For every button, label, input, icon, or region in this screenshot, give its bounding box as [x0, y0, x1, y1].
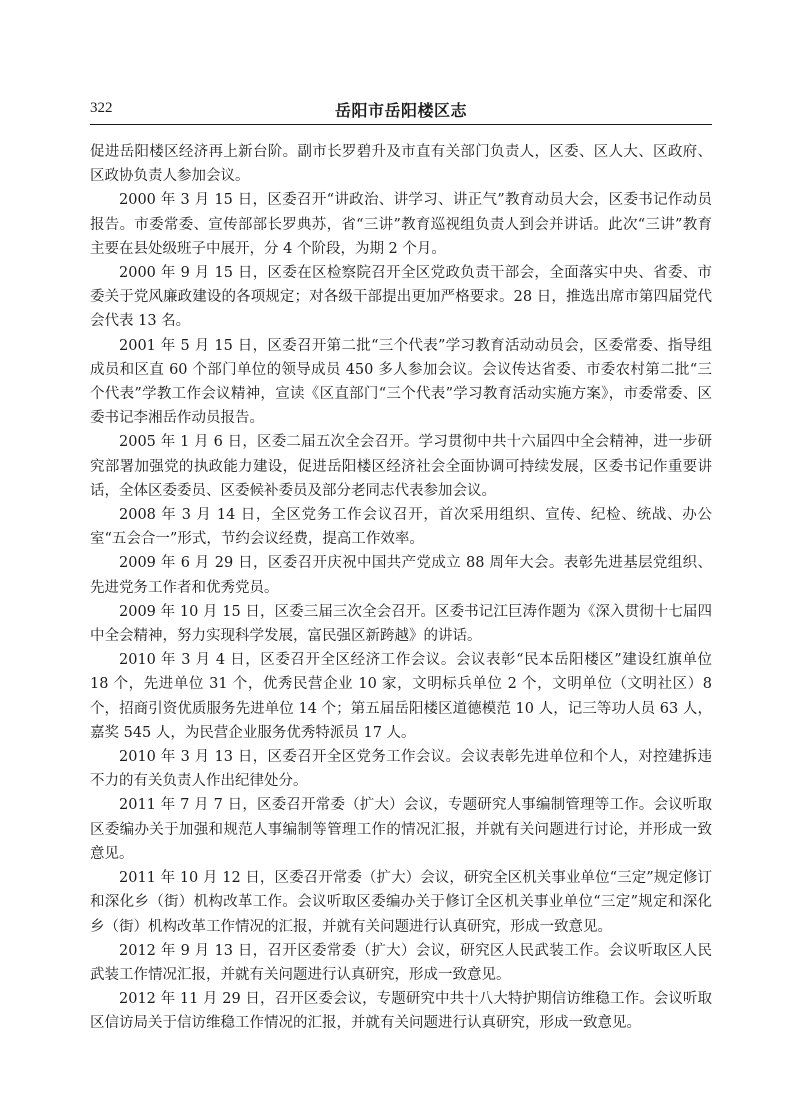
- paragraph: 2009 年 6 月 29 日，区委召开庆祝中国共产党成立 88 周年大会。表彰先进基层党组织、先进党务工作者和优秀党员。: [90, 555, 712, 596]
- paragraph: 2012 年 11 月 29 日，召开区委会议，专题研究中共十八大特护期信访维稳工作。会议听取区信访局关于信访维稳工作情况的汇报，并就有关问题进行认真研究，形成一致意见。: [90, 991, 712, 1032]
- header-rule: [90, 124, 712, 125]
- paragraph: 2000 年 9 月 15 日，区委在区检察院召开全区党政负责干部会，全面落实中央、省委、市委关于党风廉政建设的各项规定；对各级干部提出更加严格要求。28 日，推选出席市第四届党代会代表 13 名。: [90, 265, 712, 330]
- paragraph: 2000 年 3 月 15 日，区委召开“讲政治、讲学习、讲正气”教育动员大会，区委书记作动员报告。市委常委、宣传部部长罗典苏，省“三讲”教育巡视组负责人到会并讲话。此次“三讲”教育主要在县处级班子中展开，分 4 个阶段，为期 2 个月。: [90, 192, 712, 257]
- paragraph-continuation: 促进岳阳楼区经济再上新台阶。副市长罗碧升及市直有关部门负责人，区委、区人大、区政府、区政协负责人参加会议。: [90, 144, 712, 185]
- paragraph: 2001 年 5 月 15 日，区委召开第二批“三个代表”学习教育活动动员会，区委常委、指导组成员和区直 60 个部门单位的领导成员 450 多人参加会议。会议传达省委、市委农村第二批“三个代表”学教工作会议精神，宣读《区直部门“三个代表”学习教育活动实施方案》，市委常委、区委书记李湘岳作动员报告。: [90, 337, 712, 427]
- paragraph: 2010 年 3 月 13 日，区委召开全区党务工作会议。会议表彰先进单位和个人，对控建拆违不力的有关负责人作出纪律处分。: [90, 749, 712, 790]
- running-title: 岳阳市岳阳楼区志: [334, 101, 467, 120]
- paragraph: 2012 年 9 月 13 日，召开区委常委（扩大）会议，研究区人民武装工作。会议听取区人民武装工作情况汇报，并就有关问题进行认真研究，形成一致意见。: [90, 942, 712, 983]
- paragraph: 2010 年 3 月 4 日，区委召开全区经济工作会议。会议表彰“民本岳阳楼区”建设红旗单位 18 个，先进单位 31 个，优秀民营企业 10 家，文明标兵单位 2 个，文明单位（文明社区）8 个，招商引资优质服务先进单位 14 个；第五届岳阳楼区道德模范 10 人，记三等功人员 63 人，嘉奖 545 人，为民营企业服务优秀特派员 17 人。: [90, 652, 712, 741]
- paragraph: 2008 年 3 月 14 日，全区党务工作会议召开，首次采用组织、宣传、纪检、统战、办公室“五会合一”形式，节约会议经费，提高工作效率。: [90, 507, 712, 548]
- paragraph: 2011 年 10 月 12 日，区委召开常委（扩大）会议，研究全区机关事业单位“三定”规定修订和深化乡（街）机构改革工作。会议听取区委编办关于修订全区机关事业单位“三定”规定和深化乡（街）机构改革工作情况的汇报，并就有关问题进行认真研究，形成一致意见。: [90, 870, 712, 935]
- paragraph: 2011 年 7 月 7 日，区委召开常委（扩大）会议，专题研究人事编制管理等工作。会议听取区委编办关于加强和规范人事编制等管理工作的情况汇报，并就有关问题进行讨论，并形成一致意见。: [90, 797, 712, 862]
- page-number: 322: [90, 100, 113, 116]
- page-header: [90, 98, 712, 124]
- paragraph: 2005 年 1 月 6 日，区委二届五次全会召开。学习贯彻中共十六届四中全会精神，进一步研究部署加强党的执政能力建设，促进岳阳楼区经济社会全面协调可持续发展，区委书记作重要讲话，全体区委委员、区委候补委员及部分老同志代表参加会议。: [90, 434, 712, 499]
- body-text: [90, 140, 712, 1036]
- paragraph: 2009 年 10 月 15 日，区委三届三次全会召开。区委书记江巨涛作题为《深入贯彻十七届四中全会精神，努力实现科学发展，富民强区新跨越》的讲话。: [90, 603, 712, 645]
